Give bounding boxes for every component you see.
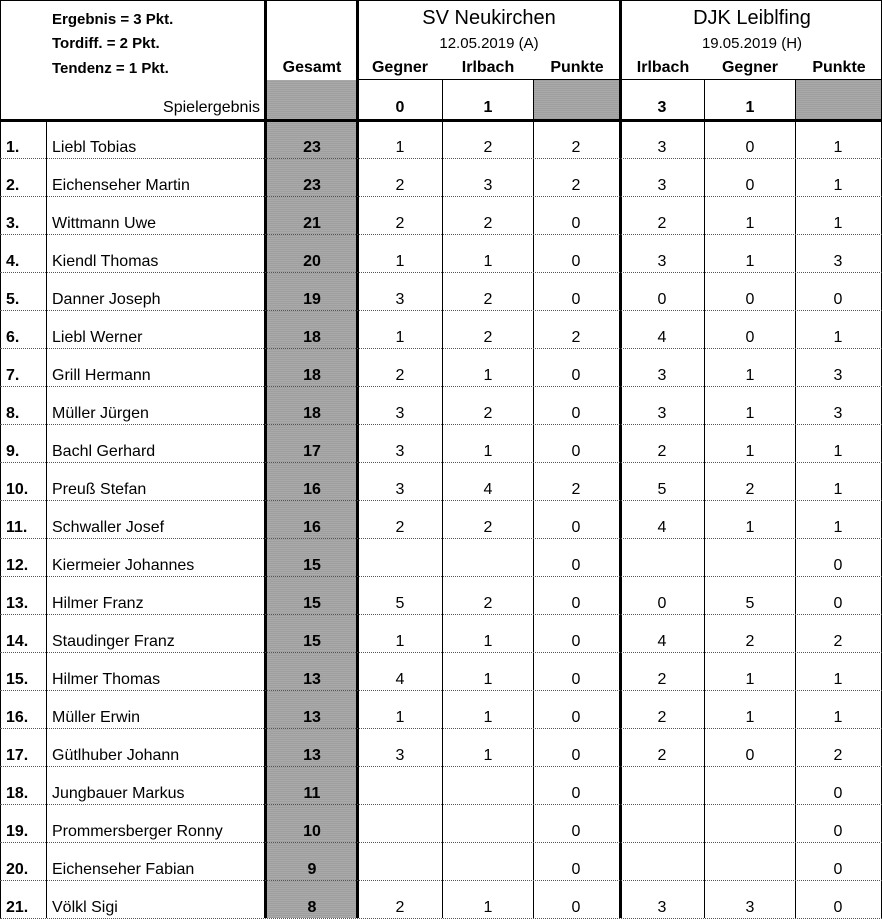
- row-cell-m2p: 0: [833, 899, 843, 916]
- row-cell-m2p: 0: [833, 861, 843, 878]
- row-player-name: Liebl Werner: [52, 329, 143, 346]
- match1-score-gegner: 0: [395, 99, 405, 116]
- row-cell-m2b: 1: [745, 405, 755, 422]
- row-cell-m2b: 1: [745, 443, 755, 460]
- row-cell-m2a: 3: [657, 367, 667, 384]
- row-total: 13: [303, 671, 321, 688]
- row-rank: 7.: [6, 367, 20, 384]
- row-cell-m1p: 0: [571, 595, 581, 612]
- rule-tordiff: Tordiff. = 2 Pkt.: [52, 35, 160, 52]
- row-cell-m1b: 1: [483, 671, 493, 688]
- row-total: 18: [303, 329, 321, 346]
- row-total: 18: [303, 405, 321, 422]
- match1-team: SV Neukirchen: [422, 7, 556, 29]
- row-cell-m2b: 5: [745, 595, 755, 612]
- row-rank: 6.: [6, 329, 20, 346]
- row-cell-m1p: 0: [571, 785, 581, 802]
- row-rank: 12.: [6, 557, 29, 574]
- row-cell-m2b: 0: [745, 329, 755, 346]
- punkte-score-shade-2: [796, 80, 882, 119]
- row-cell-m1a: 3: [395, 291, 405, 308]
- row-rank: 4.: [6, 253, 20, 270]
- row-cell-m2b: 0: [745, 177, 755, 194]
- row-total: 15: [303, 595, 321, 612]
- row-cell-m1a: 2: [395, 367, 405, 384]
- row-cell-m2a: 2: [657, 215, 667, 232]
- row-cell-m1b: 3: [483, 177, 493, 194]
- row-cell-m2a: 3: [657, 139, 667, 156]
- row-cell-m2a: 0: [657, 291, 667, 308]
- row-cell-m2p: 3: [833, 405, 843, 422]
- row-cell-m2p: 1: [833, 519, 843, 536]
- row-player-name: Völkl Sigi: [52, 899, 118, 916]
- punkte-score-shade-1: [534, 80, 620, 119]
- row-cell-m2a: 3: [657, 405, 667, 422]
- row-rank: 16.: [6, 709, 29, 726]
- row-cell-m2p: 1: [833, 329, 843, 346]
- row-cell-m1b: 1: [483, 253, 493, 270]
- row-total: 15: [303, 557, 321, 574]
- row-player-name: Grill Hermann: [52, 367, 151, 384]
- row-cell-m1a: 2: [395, 899, 405, 916]
- row-cell-m1p: 2: [571, 481, 581, 498]
- row-player-name: Kiermeier Johannes: [52, 557, 195, 574]
- row-cell-m1p: 2: [571, 177, 581, 194]
- match2-col-punkte: Punkte: [812, 59, 866, 76]
- row-cell-m1b: 2: [483, 215, 493, 232]
- row-cell-m2p: 1: [833, 443, 843, 460]
- row-cell-m2a: 2: [657, 443, 667, 460]
- row-player-name: Eichenseher Martin: [52, 177, 190, 194]
- row-total: 16: [303, 481, 321, 498]
- row-cell-m1b: 4: [483, 481, 493, 498]
- row-total: 16: [303, 519, 321, 536]
- row-cell-m1a: 3: [395, 443, 405, 460]
- row-total: 17: [303, 443, 321, 460]
- row-cell-m2p: 2: [833, 633, 843, 650]
- row-rank: 19.: [6, 823, 29, 840]
- rule-ergebnis: Ergebnis = 3 Pkt.: [52, 11, 174, 28]
- row-cell-m2p: 1: [833, 139, 843, 156]
- row-cell-m1p: 0: [571, 367, 581, 384]
- row-cell-m1p: 0: [571, 671, 581, 688]
- row-cell-m2p: 1: [833, 481, 843, 498]
- row-cell-m2a: 4: [657, 633, 667, 650]
- row-rank: 3.: [6, 215, 20, 232]
- row-cell-m1p: 2: [571, 329, 581, 346]
- row-cell-m2b: 3: [745, 899, 755, 916]
- row-cell-m1b: 2: [483, 291, 493, 308]
- row-cell-m2a: 5: [657, 481, 667, 498]
- row-cell-m2a: 3: [657, 177, 667, 194]
- row-cell-m2b: 1: [745, 671, 755, 688]
- row-rank: 11.: [6, 519, 28, 536]
- row-rank: 1.: [6, 139, 20, 156]
- row-rank: 18.: [6, 785, 29, 802]
- row-cell-m1a: 3: [395, 481, 405, 498]
- row-player-name: Kiendl Thomas: [52, 253, 159, 270]
- row-cell-m1p: 0: [571, 861, 581, 878]
- row-cell-m2a: 4: [657, 519, 667, 536]
- row-player-name: Hilmer Thomas: [52, 671, 161, 688]
- row-player-name: Preuß Stefan: [52, 481, 147, 498]
- row-total: 8: [307, 899, 317, 916]
- row-player-name: Jungbauer Markus: [52, 785, 185, 802]
- row-total: 23: [303, 139, 321, 156]
- row-cell-m1a: 1: [395, 139, 405, 156]
- row-cell-m2p: 1: [833, 671, 843, 688]
- row-player-name: Prommersberger Ronny: [52, 823, 223, 840]
- row-cell-m1a: 3: [395, 405, 405, 422]
- row-cell-m1b: 2: [483, 139, 493, 156]
- row-rank: 5.: [6, 291, 20, 308]
- row-player-name: Wittmann Uwe: [52, 215, 157, 232]
- rule-tendenz: Tendenz = 1 Pkt.: [52, 60, 169, 77]
- row-player-name: Staudinger Franz: [52, 633, 175, 650]
- row-total: 10: [303, 823, 321, 840]
- match1-score-irlbach: 1: [483, 99, 493, 116]
- row-cell-m2b: 0: [745, 139, 755, 156]
- row-player-name: Schwaller Josef: [52, 519, 165, 536]
- row-cell-m1a: 3: [395, 747, 405, 764]
- row-total: 21: [303, 215, 321, 232]
- row-cell-m2b: 1: [745, 253, 755, 270]
- row-cell-m1p: 0: [571, 405, 581, 422]
- row-cell-m1a: 2: [395, 177, 405, 194]
- row-rank: 2.: [6, 177, 20, 194]
- row-rank: 13.: [6, 595, 29, 612]
- row-cell-m2b: 0: [745, 291, 755, 308]
- row-cell-m1b: 2: [483, 405, 493, 422]
- row-cell-m1b: 1: [483, 747, 493, 764]
- row-total: 11: [303, 785, 321, 802]
- match1-col-punkte: Punkte: [550, 59, 604, 76]
- row-cell-m1b: 1: [483, 443, 493, 460]
- row-cell-m2p: 0: [833, 823, 843, 840]
- row-rank: 14.: [6, 633, 29, 650]
- row-cell-m1a: 2: [395, 519, 405, 536]
- row-cell-m2b: 1: [745, 367, 755, 384]
- row-cell-m1a: 1: [395, 329, 405, 346]
- row-cell-m2b: 0: [745, 747, 755, 764]
- row-total: 19: [303, 291, 321, 308]
- row-cell-m1a: 2: [395, 215, 405, 232]
- row-total: 15: [303, 633, 321, 650]
- row-cell-m2a: 2: [657, 709, 667, 726]
- row-player-name: Gütlhuber Johann: [52, 747, 180, 764]
- row-player-name: Müller Erwin: [52, 709, 141, 726]
- row-cell-m1a: 4: [395, 671, 405, 688]
- row-cell-m2p: 0: [833, 291, 843, 308]
- row-rank: 21.: [6, 899, 29, 916]
- match2-date: 19.05.2019 (H): [701, 35, 803, 52]
- row-rank: 17.: [6, 747, 29, 764]
- row-cell-m1p: 0: [571, 253, 581, 270]
- row-cell-m1p: 2: [571, 139, 581, 156]
- row-cell-m1a: 1: [395, 253, 405, 270]
- row-cell-m2p: 1: [833, 177, 843, 194]
- row-cell-m1a: 1: [395, 709, 405, 726]
- match2-col-irlbach: Irlbach: [636, 59, 690, 76]
- match2-score-irlbach: 3: [657, 99, 667, 116]
- row-rank: 15.: [6, 671, 29, 688]
- match2-score-gegner: 1: [745, 99, 755, 116]
- row-cell-m1b: 1: [483, 367, 493, 384]
- row-cell-m1p: 0: [571, 443, 581, 460]
- row-player-name: Müller Jürgen: [52, 405, 149, 422]
- row-cell-m2p: 0: [833, 557, 843, 574]
- row-cell-m1p: 0: [571, 633, 581, 650]
- row-cell-m1p: 0: [571, 519, 581, 536]
- row-total: 13: [303, 709, 321, 726]
- match2-team: DJK Leiblfing: [693, 7, 811, 29]
- row-cell-m2a: 2: [657, 671, 667, 688]
- row-cell-m1b: 2: [483, 519, 493, 536]
- row-cell-m2a: 3: [657, 899, 667, 916]
- row-cell-m2p: 0: [833, 595, 843, 612]
- row-cell-m1p: 0: [571, 291, 581, 308]
- row-cell-m1b: 2: [483, 595, 493, 612]
- row-cell-m1p: 0: [571, 899, 581, 916]
- row-cell-m2a: 4: [657, 329, 667, 346]
- row-cell-m1b: 1: [483, 899, 493, 916]
- row-player-name: Danner Joseph: [52, 291, 161, 308]
- row-cell-m2a: 0: [657, 595, 667, 612]
- row-player-name: Bachl Gerhard: [52, 443, 156, 460]
- row-cell-m1b: 2: [483, 329, 493, 346]
- row-cell-m1a: 1: [395, 633, 405, 650]
- row-cell-m2b: 1: [745, 709, 755, 726]
- row-cell-m2p: 2: [833, 747, 843, 764]
- spielergebnis-label: Spielergebnis: [163, 99, 260, 116]
- gesamt-header: Gesamt: [282, 59, 342, 76]
- row-cell-m1p: 0: [571, 747, 581, 764]
- row-cell-m1p: 0: [571, 709, 581, 726]
- row-cell-m1b: 1: [483, 709, 493, 726]
- row-total: 20: [303, 253, 321, 270]
- row-rank: 20.: [6, 861, 29, 878]
- row-total: 9: [307, 861, 317, 878]
- row-cell-m1b: 1: [483, 633, 493, 650]
- row-cell-m2p: 3: [833, 367, 843, 384]
- row-cell-m1p: 0: [571, 215, 581, 232]
- row-player-name: Eichenseher Fabian: [52, 861, 195, 878]
- row-cell-m1p: 0: [571, 557, 581, 574]
- row-cell-m2b: 1: [745, 519, 755, 536]
- row-cell-m1p: 0: [571, 823, 581, 840]
- row-cell-m2a: 3: [657, 253, 667, 270]
- row-player-name: Liebl Tobias: [52, 139, 137, 156]
- row-rank: 8.: [6, 405, 20, 422]
- row-cell-m2b: 1: [745, 215, 755, 232]
- match1-date: 12.05.2019 (A): [439, 35, 539, 52]
- row-player-name: Hilmer Franz: [52, 595, 144, 612]
- row-cell-m2b: 2: [745, 481, 755, 498]
- match1-col-irlbach: Irlbach: [461, 59, 515, 76]
- row-cell-m1a: 5: [395, 595, 405, 612]
- match1-col-gegner: Gegner: [371, 59, 428, 76]
- match2-col-gegner: Gegner: [721, 59, 778, 76]
- row-total: 13: [303, 747, 321, 764]
- row-cell-m2p: 1: [833, 215, 843, 232]
- row-cell-m2p: 3: [833, 253, 843, 270]
- row-cell-m2p: 1: [833, 709, 843, 726]
- row-total: 18: [303, 367, 321, 384]
- row-rank: 9.: [6, 443, 20, 460]
- row-total: 23: [303, 177, 321, 194]
- row-rank: 10.: [6, 481, 29, 498]
- row-cell-m2b: 2: [745, 633, 755, 650]
- row-cell-m2p: 0: [833, 785, 843, 802]
- row-cell-m2a: 2: [657, 747, 667, 764]
